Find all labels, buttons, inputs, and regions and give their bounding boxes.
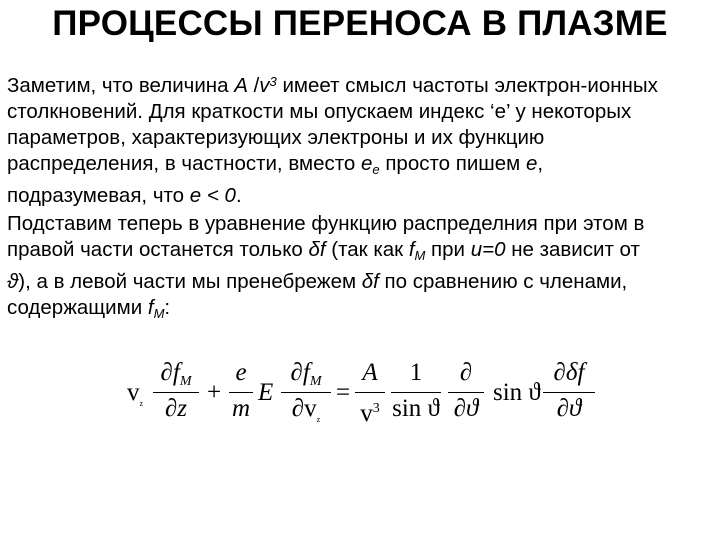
symbol-A: A [234, 74, 248, 97]
p1-line-4 [7, 151, 713, 183]
vz-term [127, 378, 143, 419]
text: ), а в левой части мы пренебрежем [18, 270, 362, 293]
p2-line-3 [7, 269, 713, 295]
plus-sign: + [207, 379, 222, 406]
p2-line-4 [7, 295, 713, 327]
symbol-e: e [525, 152, 538, 175]
p1-line-5 [7, 183, 713, 209]
subscript: e [372, 162, 380, 177]
condition-u: u=0 [470, 238, 506, 261]
p2-line-1: Подставим теперь в уравнение функцию распределния при этом в [7, 212, 645, 235]
text: распределения, в частности, вместо [7, 152, 361, 175]
text: по сравнению с членами, [378, 270, 628, 293]
p1-line-2: столкновений. Для краткости мы опускаем индекс ‘e’ у некоторых [7, 100, 632, 123]
p1-line-1 [7, 69, 713, 99]
text: . [235, 184, 242, 207]
fraction-dfm-dvz [281, 358, 331, 428]
symbol-delta-f: δf [308, 238, 326, 261]
text: правой части останется только [7, 238, 309, 261]
kinetic-equation [125, 358, 605, 428]
denominator: ∂z [164, 395, 188, 422]
text: v [360, 400, 373, 427]
numerator: A [362, 359, 378, 386]
subscript: M [414, 248, 426, 263]
text: / [247, 74, 260, 97]
fraction-ddf-dtheta [543, 358, 595, 428]
text: ∂v [291, 395, 317, 422]
text: просто пишем [379, 152, 526, 175]
exponent: 3 [372, 401, 380, 416]
fraction-d-dtheta [448, 358, 484, 428]
fraction-1-sin [391, 358, 441, 428]
symbol-f: f [147, 296, 154, 319]
text: ∂f [160, 359, 180, 386]
symbol-theta: ϑ [7, 270, 19, 293]
text: (так как [325, 238, 409, 261]
text: , [537, 152, 544, 175]
text: подразумевая, что [7, 184, 190, 207]
denominator: sin ϑ [392, 395, 440, 422]
symbol-v: v [127, 379, 140, 406]
numerator: ∂ [459, 359, 473, 386]
subscript: M [153, 306, 165, 321]
subscript: z [316, 415, 321, 424]
slide-title: ПРОЦЕССЫ ПЕРЕНОСА В ПЛАЗМЕ [52, 4, 668, 43]
exponent: 3 [269, 74, 277, 89]
fraction-A-v3 [355, 358, 385, 428]
inequality: e < 0 [189, 184, 236, 207]
text: не зависит от [505, 238, 640, 261]
subscript: M [179, 374, 192, 389]
numerator: ∂δf [553, 359, 585, 386]
fraction-e-m [229, 358, 253, 428]
sin-theta: sin ϑ [493, 379, 541, 406]
fraction-dfm-dz [153, 358, 199, 428]
p1-line-3: параметров, характеризующих электроны и их функцию [7, 126, 545, 149]
equals-sign: = [336, 379, 351, 406]
text: : [164, 296, 171, 319]
paragraph-collision-frequency [7, 69, 713, 209]
symbol-E: E [258, 379, 274, 406]
denominator [281, 394, 331, 435]
p2-line-2 [7, 237, 713, 269]
symbol-f: f [408, 238, 415, 261]
numerator: 1 [409, 359, 423, 386]
symbol-v: v [259, 74, 270, 97]
text: Заметим, что величина [7, 74, 235, 97]
numerator: e [235, 359, 247, 386]
symbol-delta-f: δf [361, 270, 379, 293]
denominator: m [231, 395, 251, 422]
text: при [425, 238, 471, 261]
paragraph-substitution [7, 211, 713, 327]
denominator [355, 394, 385, 429]
text: ∂f [290, 359, 310, 386]
subscript: M [309, 374, 322, 389]
denominator: ∂ϑ [453, 395, 479, 422]
symbol-e: e [361, 152, 373, 175]
text: содержащими [7, 296, 148, 319]
subscript: z [139, 399, 144, 408]
denominator: ∂ϑ [556, 395, 582, 422]
text: имеет смысл частоты электрон-ионных [276, 74, 658, 97]
